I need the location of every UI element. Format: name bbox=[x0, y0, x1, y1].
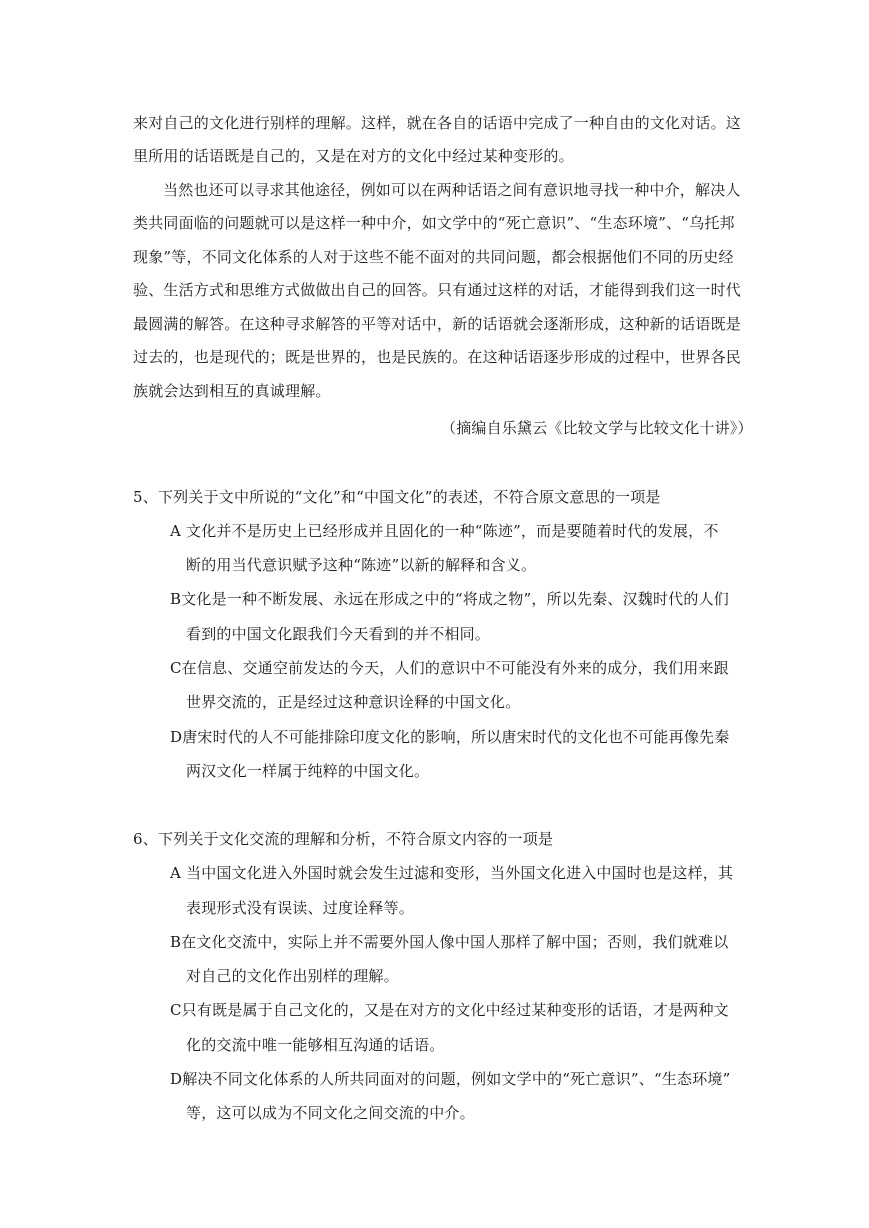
question-6-option-a-cont: 表现形式没有误读、过度诠释等。 bbox=[186, 899, 415, 917]
passage-line: 验、生活方式和思维方式做做出自己的回答。只有通过这样的对话，才能得到我们这一时代 bbox=[133, 281, 742, 299]
passage-line: 现象”等，不同文化体系的人对于这些不能不面对的共同问题，都会根据他们不同的历史经 bbox=[133, 248, 734, 266]
question-6-option-c[interactable]: C只有既是属于自己文化的，又是在对方的文化中经过某种变形的话语，才是两种文 bbox=[170, 1001, 729, 1019]
passage-line: 族就会达到相互的真诚理解。 bbox=[133, 382, 331, 400]
passage-line: 过去的，也是现代的；既是世界的，也是民族的。在这种话语逐步形成的过程中，世界各民 bbox=[133, 348, 742, 366]
question-6-option-b[interactable]: B在文化交流中，实际上并不需要外国人像中国人那样了解中国；否则，我们就难以 bbox=[170, 933, 729, 951]
question-5-option-b-cont: 看到的中国文化跟我们今天看到的并不相同。 bbox=[186, 625, 491, 643]
question-5-option-c-cont: 世界交流的，正是经过这种意识诠释的中国文化。 bbox=[186, 693, 521, 711]
question-5-stem: 5、下列关于文中所说的“文化”和“中国文化”的表述，不符合原文意思的一项是 bbox=[133, 488, 661, 506]
question-5-option-a[interactable]: A 文化并不是历史上已经形成并且固化的一种“陈迹”，而是要随着时代的发展，不 bbox=[170, 522, 719, 540]
question-6-option-d-cont: 等，这可以成为不同文化之间交流的中介。 bbox=[186, 1104, 475, 1122]
question-6-option-a[interactable]: A 当中国文化进入外国时就会发生过滤和变形，当外国文化进入中国时也是这样，其 bbox=[170, 864, 734, 882]
question-6-option-b-cont: 对自己的文化作出别样的理解。 bbox=[186, 967, 399, 985]
question-5-option-c[interactable]: C在信息、交通空前发达的今天，人们的意识中不可能没有外来的成分，我们用来跟 bbox=[170, 659, 729, 677]
question-5-option-a-cont: 断的用当代意识赋予这种“陈迹”以新的解释和含义。 bbox=[186, 556, 537, 574]
question-6-option-c-cont: 化的交流中唯一能够相互沟通的话语。 bbox=[186, 1036, 445, 1054]
source-citation: （摘编自乐黛云《比较文学与比较文化十讲》） bbox=[441, 419, 753, 437]
question-5-option-d-cont: 两汉文化一样属于纯粹的中国文化。 bbox=[186, 762, 430, 780]
passage-line: 里所用的话语既是自己的，又是在对方的文化中经过某种变形的。 bbox=[133, 147, 574, 165]
passage-line: 当然也还可以寻求其他途径，例如可以在两种话语之间有意识地寻找一种中介，解决人 bbox=[163, 181, 741, 199]
passage-line: 类共同面临的问题就可以是这样一种中介，如文学中的“死亡意识”、“生态环境”、“乌托邦 bbox=[133, 214, 735, 232]
question-6-option-d[interactable]: D解决不同文化体系的人所共同面对的问题，例如文学中的“死亡意识”、“生态环境” bbox=[170, 1070, 731, 1088]
question-5-option-d[interactable]: D唐宋时代的人不可能排除印度文化的影响，所以唐宋时代的文化也不可能再像先秦 bbox=[170, 728, 730, 746]
question-5-option-b[interactable]: B文化是一种不断发展、永远在形成之中的“将成之物”，所以先秦、汉魏时代的人们 bbox=[170, 590, 729, 608]
passage-line: 最圆满的解答。在这种寻求解答的平等对话中，新的话语就会逐渐形成，这种新的话语既是 bbox=[133, 315, 742, 333]
passage-line: 来对自己的文化进行别样的理解。这样，就在各自的话语中完成了一种自由的文化对话。这 bbox=[133, 114, 742, 132]
question-6-stem: 6、下列关于文化交流的理解和分析，不符合原文内容的一项是 bbox=[133, 830, 554, 848]
